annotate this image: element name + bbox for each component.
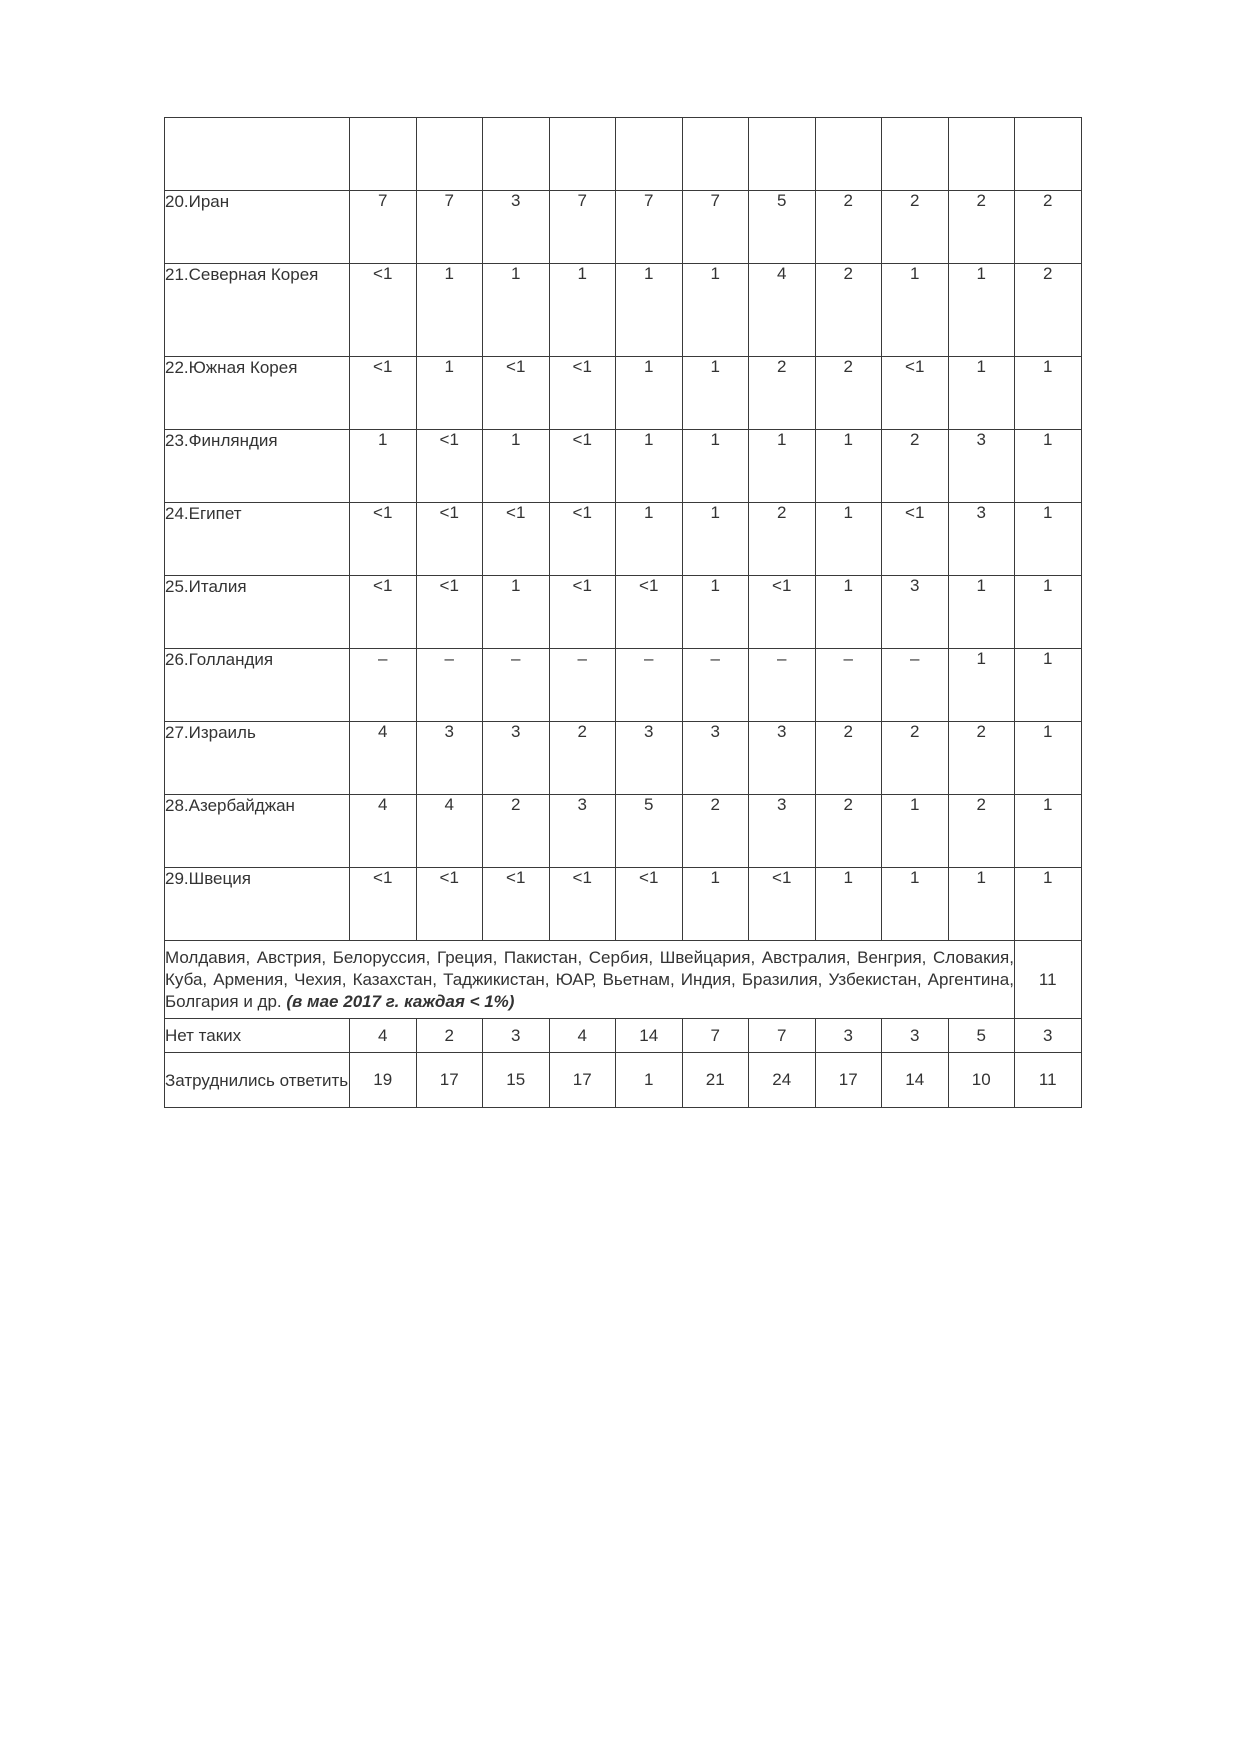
value-cell: 4 <box>350 1019 417 1053</box>
value-cell: 7 <box>549 191 616 264</box>
value-cell: 1 <box>1015 868 1082 941</box>
value-cell: 1 <box>882 868 949 941</box>
value-cell: 1 <box>749 430 816 503</box>
value-cell: 1 <box>815 503 882 576</box>
value-cell: 1 <box>882 264 949 357</box>
value-cell: 1 <box>483 576 550 649</box>
value-cell: – <box>616 649 683 722</box>
value-cell: 1 <box>483 430 550 503</box>
table-row <box>165 795 1082 868</box>
country-label: 29.Швеция <box>165 868 350 941</box>
other-countries-note: (в мае 2017 г. каждая < 1%) <box>286 991 515 1011</box>
value-cell: 3 <box>682 722 749 795</box>
table-row <box>165 191 1082 264</box>
value-cell: <1 <box>882 357 949 430</box>
value-cell: – <box>749 649 816 722</box>
value-cell: 1 <box>815 576 882 649</box>
hard-to-answer-row <box>165 1053 1082 1108</box>
value-cell: 3 <box>483 722 550 795</box>
value-cell: 1 <box>948 576 1015 649</box>
value-cell: 1 <box>882 795 949 868</box>
value-cell: 2 <box>815 795 882 868</box>
value-cell: 1 <box>815 430 882 503</box>
value-cell: 1 <box>682 264 749 357</box>
value-cell: 17 <box>815 1053 882 1108</box>
value-cell: 2 <box>882 430 949 503</box>
table-row <box>165 430 1082 503</box>
value-cell: 3 <box>749 795 816 868</box>
value-cell: 17 <box>416 1053 483 1108</box>
value-cell: <1 <box>416 576 483 649</box>
value-cell: 11 <box>1015 941 1082 1019</box>
value-cell: <1 <box>549 357 616 430</box>
value-cell: 7 <box>616 191 683 264</box>
value-cell: 7 <box>416 191 483 264</box>
country-label: 22.Южная Корея <box>165 357 350 430</box>
value-cell: – <box>350 649 417 722</box>
value-cell: – <box>483 649 550 722</box>
value-cell: 1 <box>1015 649 1082 722</box>
value-cell: <1 <box>350 576 417 649</box>
country-label: 20.Иран <box>165 191 350 264</box>
value-cell: 1 <box>483 264 550 357</box>
country-label: 26.Голландия <box>165 649 350 722</box>
value-cell: 3 <box>616 722 683 795</box>
header-cell <box>549 118 616 191</box>
value-cell: 5 <box>948 1019 1015 1053</box>
value-cell: 2 <box>948 795 1015 868</box>
value-cell: 3 <box>815 1019 882 1053</box>
table-row <box>165 503 1082 576</box>
value-cell: 2 <box>815 191 882 264</box>
header-cell <box>882 118 949 191</box>
value-cell: 1 <box>416 357 483 430</box>
value-cell: 3 <box>549 795 616 868</box>
value-cell: <1 <box>549 503 616 576</box>
table-row <box>165 868 1082 941</box>
value-cell: 1 <box>948 357 1015 430</box>
value-cell: <1 <box>416 430 483 503</box>
value-cell: 4 <box>549 1019 616 1053</box>
value-cell: 5 <box>749 191 816 264</box>
table-row <box>165 576 1082 649</box>
value-cell: 19 <box>350 1053 417 1108</box>
value-cell: 3 <box>416 722 483 795</box>
value-cell: 3 <box>948 503 1015 576</box>
table-row <box>165 649 1082 722</box>
value-cell: 1 <box>616 357 683 430</box>
value-cell: 2 <box>948 722 1015 795</box>
header-row <box>165 118 1082 191</box>
header-cell <box>815 118 882 191</box>
value-cell: 1 <box>1015 357 1082 430</box>
value-cell: <1 <box>882 503 949 576</box>
table-row <box>165 357 1082 430</box>
value-cell: <1 <box>483 357 550 430</box>
value-cell: – <box>815 649 882 722</box>
value-cell: 1 <box>948 649 1015 722</box>
value-cell: 2 <box>948 191 1015 264</box>
value-cell: 1 <box>682 357 749 430</box>
value-cell: <1 <box>350 264 417 357</box>
country-label: 27.Израиль <box>165 722 350 795</box>
value-cell: <1 <box>549 868 616 941</box>
value-cell: 1 <box>350 430 417 503</box>
country-label: 23.Финляндия <box>165 430 350 503</box>
value-cell: <1 <box>749 868 816 941</box>
country-label: 24.Египет <box>165 503 350 576</box>
value-cell: <1 <box>616 868 683 941</box>
table-row <box>165 264 1082 357</box>
value-cell: <1 <box>416 503 483 576</box>
value-cell: 1 <box>616 1053 683 1108</box>
value-cell: 4 <box>350 795 417 868</box>
value-cell: 3 <box>882 1019 949 1053</box>
value-cell: 1 <box>416 264 483 357</box>
value-cell: 4 <box>749 264 816 357</box>
value-cell: – <box>682 649 749 722</box>
value-cell: 1 <box>948 868 1015 941</box>
value-cell: 1 <box>815 868 882 941</box>
country-label: 25.Италия <box>165 576 350 649</box>
value-cell: 2 <box>815 722 882 795</box>
value-cell: 3 <box>948 430 1015 503</box>
value-cell: 5 <box>616 795 683 868</box>
value-cell: 2 <box>749 357 816 430</box>
value-cell: – <box>549 649 616 722</box>
row-label: Затруднились ответить <box>165 1053 350 1108</box>
value-cell: 4 <box>416 795 483 868</box>
value-cell: 2 <box>815 357 882 430</box>
value-cell: – <box>416 649 483 722</box>
value-cell: 2 <box>882 191 949 264</box>
country-survey-table <box>164 117 1082 1108</box>
value-cell: 3 <box>749 722 816 795</box>
value-cell: <1 <box>350 503 417 576</box>
value-cell: 21 <box>682 1053 749 1108</box>
value-cell: <1 <box>549 430 616 503</box>
value-cell: 4 <box>350 722 417 795</box>
value-cell: 3 <box>882 576 949 649</box>
value-cell: 15 <box>483 1053 550 1108</box>
value-cell: 2 <box>416 1019 483 1053</box>
value-cell: 14 <box>616 1019 683 1053</box>
value-cell: 7 <box>350 191 417 264</box>
value-cell: 24 <box>749 1053 816 1108</box>
value-cell: 1 <box>1015 576 1082 649</box>
value-cell: 3 <box>483 191 550 264</box>
value-cell: <1 <box>616 576 683 649</box>
value-cell: 2 <box>483 795 550 868</box>
value-cell: – <box>882 649 949 722</box>
value-cell: 1 <box>682 576 749 649</box>
header-cell <box>416 118 483 191</box>
value-cell: <1 <box>549 576 616 649</box>
value-cell: 17 <box>549 1053 616 1108</box>
value-cell: 1 <box>1015 795 1082 868</box>
other-countries-list: Молдавия, Австрия, Белоруссия, Греция, Пакистан, Сербия, Швейцария, Австралия, Венгрия, Словакия, Куба, Армения, Чехия, Казахстан, Таджикистан, ЮАР, Вьетнам, Индия, Бразилия, Узбекистан, Аргентина, Болгария и др. <box>165 947 1014 1011</box>
header-cell <box>682 118 749 191</box>
none-row <box>165 1019 1082 1053</box>
value-cell: 1 <box>549 264 616 357</box>
value-cell: 7 <box>749 1019 816 1053</box>
value-cell: 7 <box>682 191 749 264</box>
header-cell <box>483 118 550 191</box>
value-cell: <1 <box>416 868 483 941</box>
header-cell <box>948 118 1015 191</box>
value-cell: 2 <box>815 264 882 357</box>
value-cell: 7 <box>682 1019 749 1053</box>
value-cell: 1 <box>682 868 749 941</box>
value-cell: 2 <box>682 795 749 868</box>
country-label: 21.Северная Корея <box>165 264 350 357</box>
value-cell: 1 <box>682 503 749 576</box>
value-cell: 11 <box>1015 1053 1082 1108</box>
header-cell <box>165 118 350 191</box>
other-countries-row <box>165 941 1082 1019</box>
table-row <box>165 722 1082 795</box>
header-cell <box>616 118 683 191</box>
value-cell: 1 <box>1015 503 1082 576</box>
value-cell: <1 <box>350 868 417 941</box>
value-cell: 1 <box>682 430 749 503</box>
value-cell: 1 <box>616 430 683 503</box>
value-cell: 1 <box>948 264 1015 357</box>
value-cell: 2 <box>882 722 949 795</box>
value-cell: 2 <box>1015 191 1082 264</box>
value-cell: 1 <box>1015 430 1082 503</box>
value-cell: 14 <box>882 1053 949 1108</box>
value-cell: 1 <box>1015 722 1082 795</box>
value-cell: <1 <box>483 868 550 941</box>
header-cell <box>350 118 417 191</box>
value-cell: 3 <box>483 1019 550 1053</box>
value-cell: 1 <box>616 264 683 357</box>
row-label: Нет таких <box>165 1019 350 1053</box>
value-cell: 2 <box>549 722 616 795</box>
value-cell: 2 <box>749 503 816 576</box>
value-cell: 1 <box>616 503 683 576</box>
value-cell: 3 <box>1015 1019 1082 1053</box>
header-cell <box>749 118 816 191</box>
value-cell: 10 <box>948 1053 1015 1108</box>
header-cell <box>1015 118 1082 191</box>
value-cell: <1 <box>749 576 816 649</box>
other-countries-text <box>165 941 1015 1019</box>
value-cell: <1 <box>350 357 417 430</box>
country-label: 28.Азербайджан <box>165 795 350 868</box>
value-cell: <1 <box>483 503 550 576</box>
value-cell: 2 <box>1015 264 1082 357</box>
